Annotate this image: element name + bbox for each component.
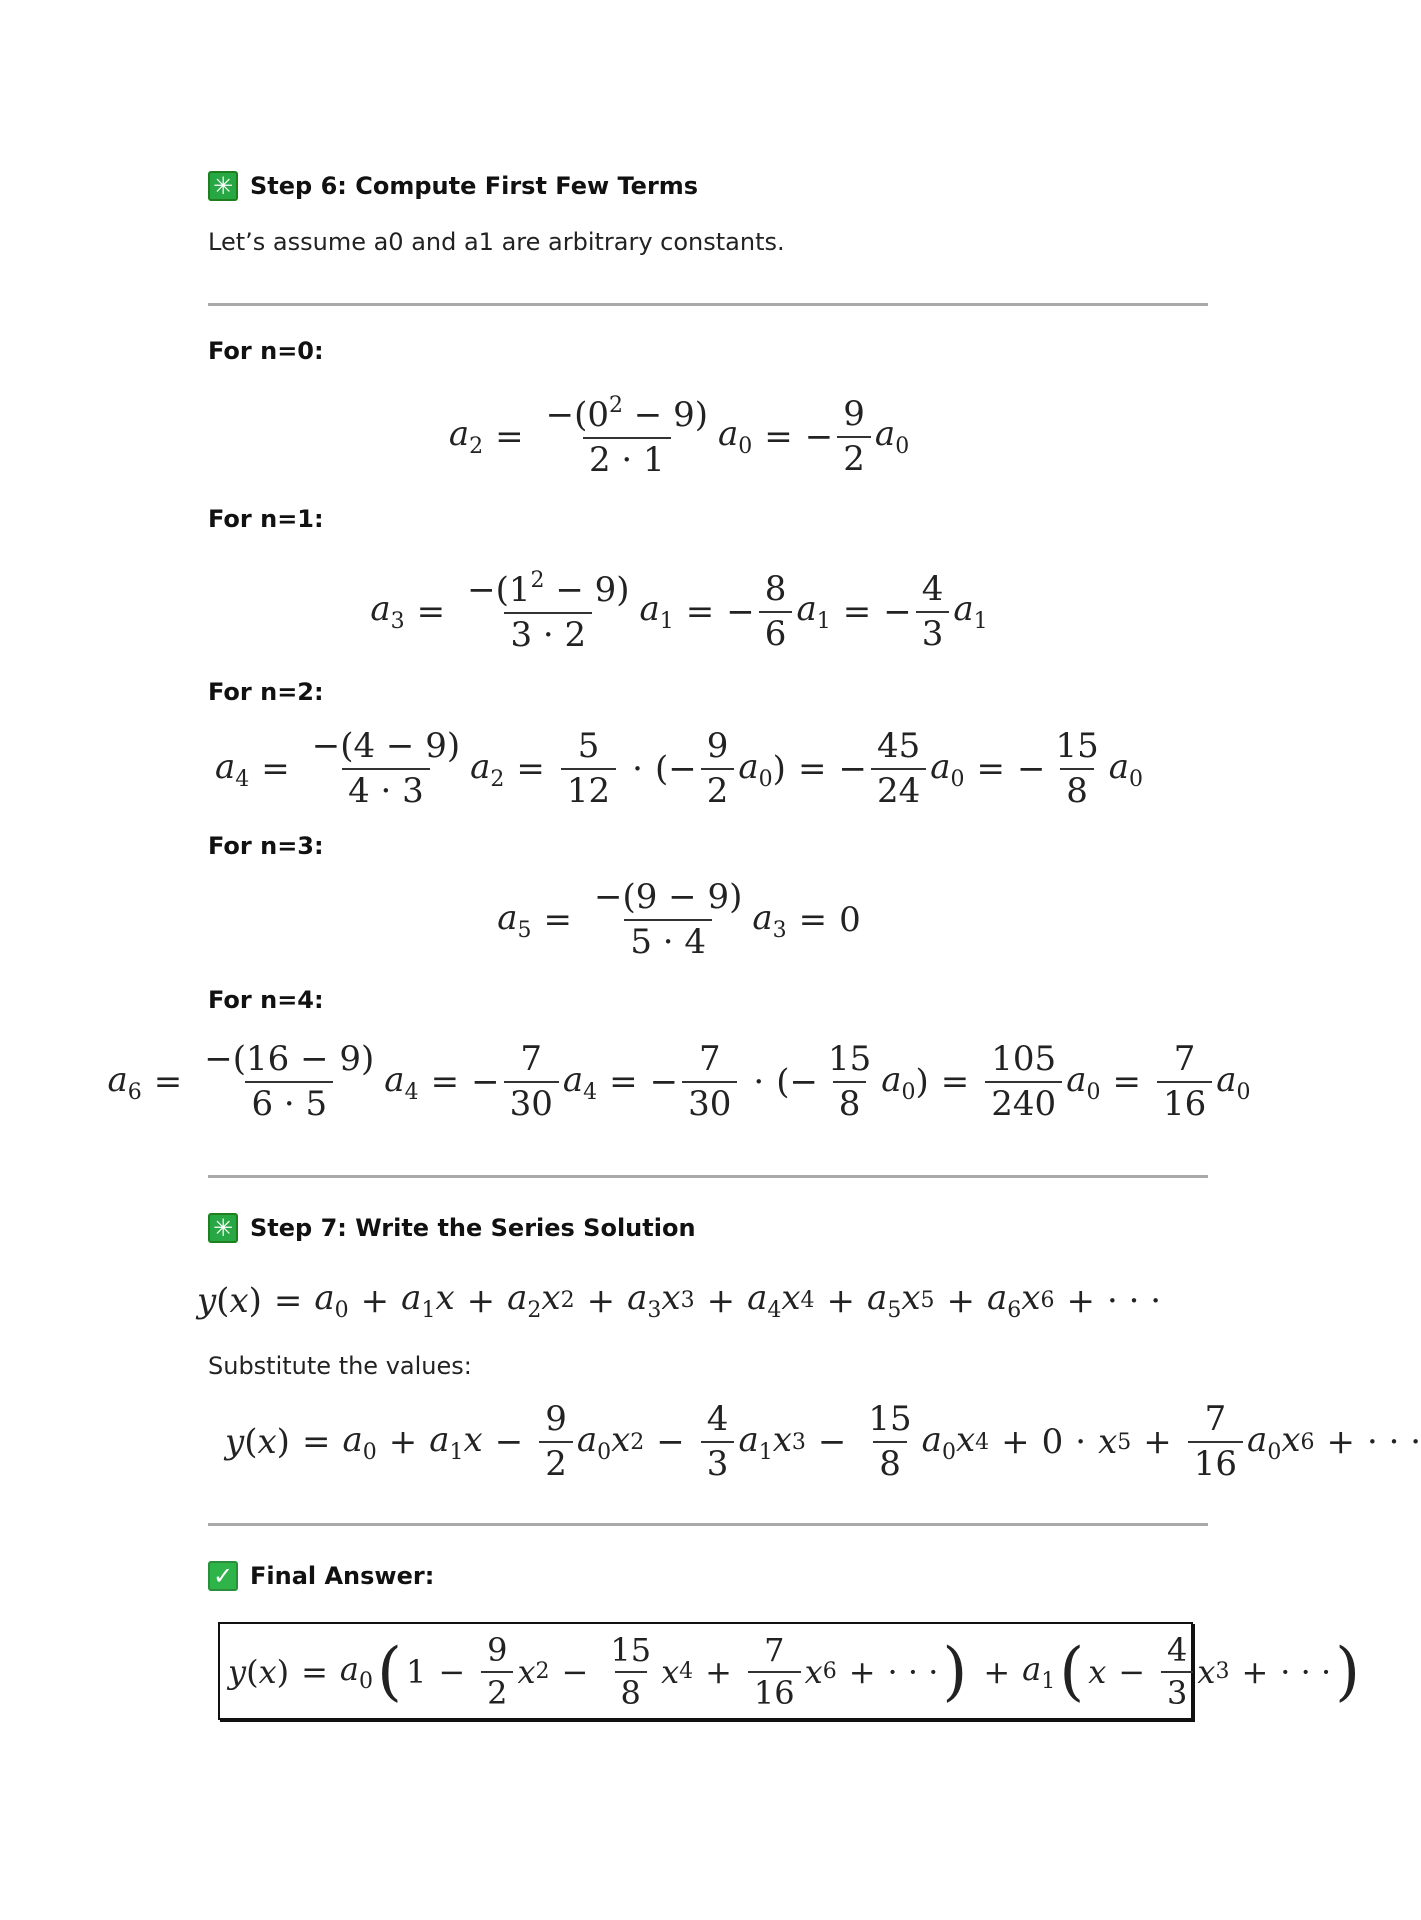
step6-heading	[208, 171, 698, 201]
divider	[208, 303, 1208, 306]
final-heading	[208, 1561, 434, 1591]
final-title: Final Answer:	[250, 1562, 435, 1590]
step7-title: Step 7: Write the Series Solution	[250, 1214, 696, 1242]
case-n3-label: For n=3:	[208, 832, 324, 860]
step7-heading	[208, 1213, 696, 1243]
case-n4-label: For n=4:	[208, 986, 324, 1014]
equation-a2: $a_2$ = $\frac{-(0^2 - 9)}{2 \cdot 1}$ $a_0$ = − $\frac{9}{2}$ $a_0$	[448, 393, 910, 481]
equation-a5: $a_5$ = $\frac{-(9 - 9)}{5 \cdot 4}$ $a_3$ = 0	[497, 877, 861, 963]
equation-a4: $a_4$ = $\frac{-(4 - 9)}{4 \cdot 3}$ $a_2$ = $\frac{5}{12}$ · (− $\frac{9}{2}$ $a_0$ ) = − $\frac{45}{24}$ $a_0$ = − $\frac{15}{8}$ $a_0$	[214, 726, 1144, 812]
sparkle-icon: ✳	[208, 171, 238, 201]
equation-final-answer: y ( x ) = $a_0$ ( 1 − $\frac{9}{2}$ x 2 − $\frac{15}{8}$ x 4 + $\frac{7}{16}$ x 6 + · · · ) + $a_1$ ( x − $\frac{4}{3}$ x 3 + · · · )	[228, 1631, 1361, 1712]
divider	[208, 1175, 1208, 1178]
step6-title: Step 6: Compute First Few Terms	[250, 172, 699, 200]
sparkle-icon: ✳	[208, 1213, 238, 1243]
divider	[208, 1523, 1208, 1526]
case-n0-label: For n=0:	[208, 337, 324, 365]
check-icon: ✓	[208, 1561, 238, 1591]
substitute-text: Substitute the values:	[208, 1352, 472, 1380]
case-n2-label: For n=2:	[208, 678, 324, 706]
equation-a6: $a_6$ = $\frac{-(16 - 9)}{6 \cdot 5}$ $a_4$ = − $\frac{7}{30}$ $a_4$ = − $\frac{7}{30}$ · (− $\frac{15}{8}$ $a_0$ ) = $\frac{105}{240}$ $a_0$ = $\frac{7}{16}$ $a_0$	[107, 1039, 1251, 1125]
equation-series-general: y ( x ) = $a_0$ + $a_1x$ + $a_2x$ 2 + $a_3x$ 3 + $a_4x$ 4 + $a_5x$ 5 + $a_6x$ 6 + · · ·	[196, 1278, 1162, 1323]
equation-series-substituted: y ( x ) = $a_0$ + $a_1x$ − $\frac{9}{2}$ $a_0x$ 2 − $\frac{4}{3}$ $a_1x$ 3 − $\frac{15}{8}$ $a_0x$ 4 + 0 · x 5 + $\frac{7}{16}$ $a_0x$ 6 + · · ·	[225, 1399, 1421, 1485]
final-answer-box	[218, 1622, 1361, 1720]
equation-a3: $a_3$ = $\frac{-(1^2 - 9)}{3 \cdot 2}$ $a_1$ = − $\frac{8}{6}$ $a_1$ = − $\frac{4}{3}$ $a_1$	[370, 568, 988, 656]
case-n1-label: For n=1:	[208, 505, 324, 533]
step6-intro: Let’s assume a0 and a1 are arbitrary constants.	[208, 228, 785, 256]
